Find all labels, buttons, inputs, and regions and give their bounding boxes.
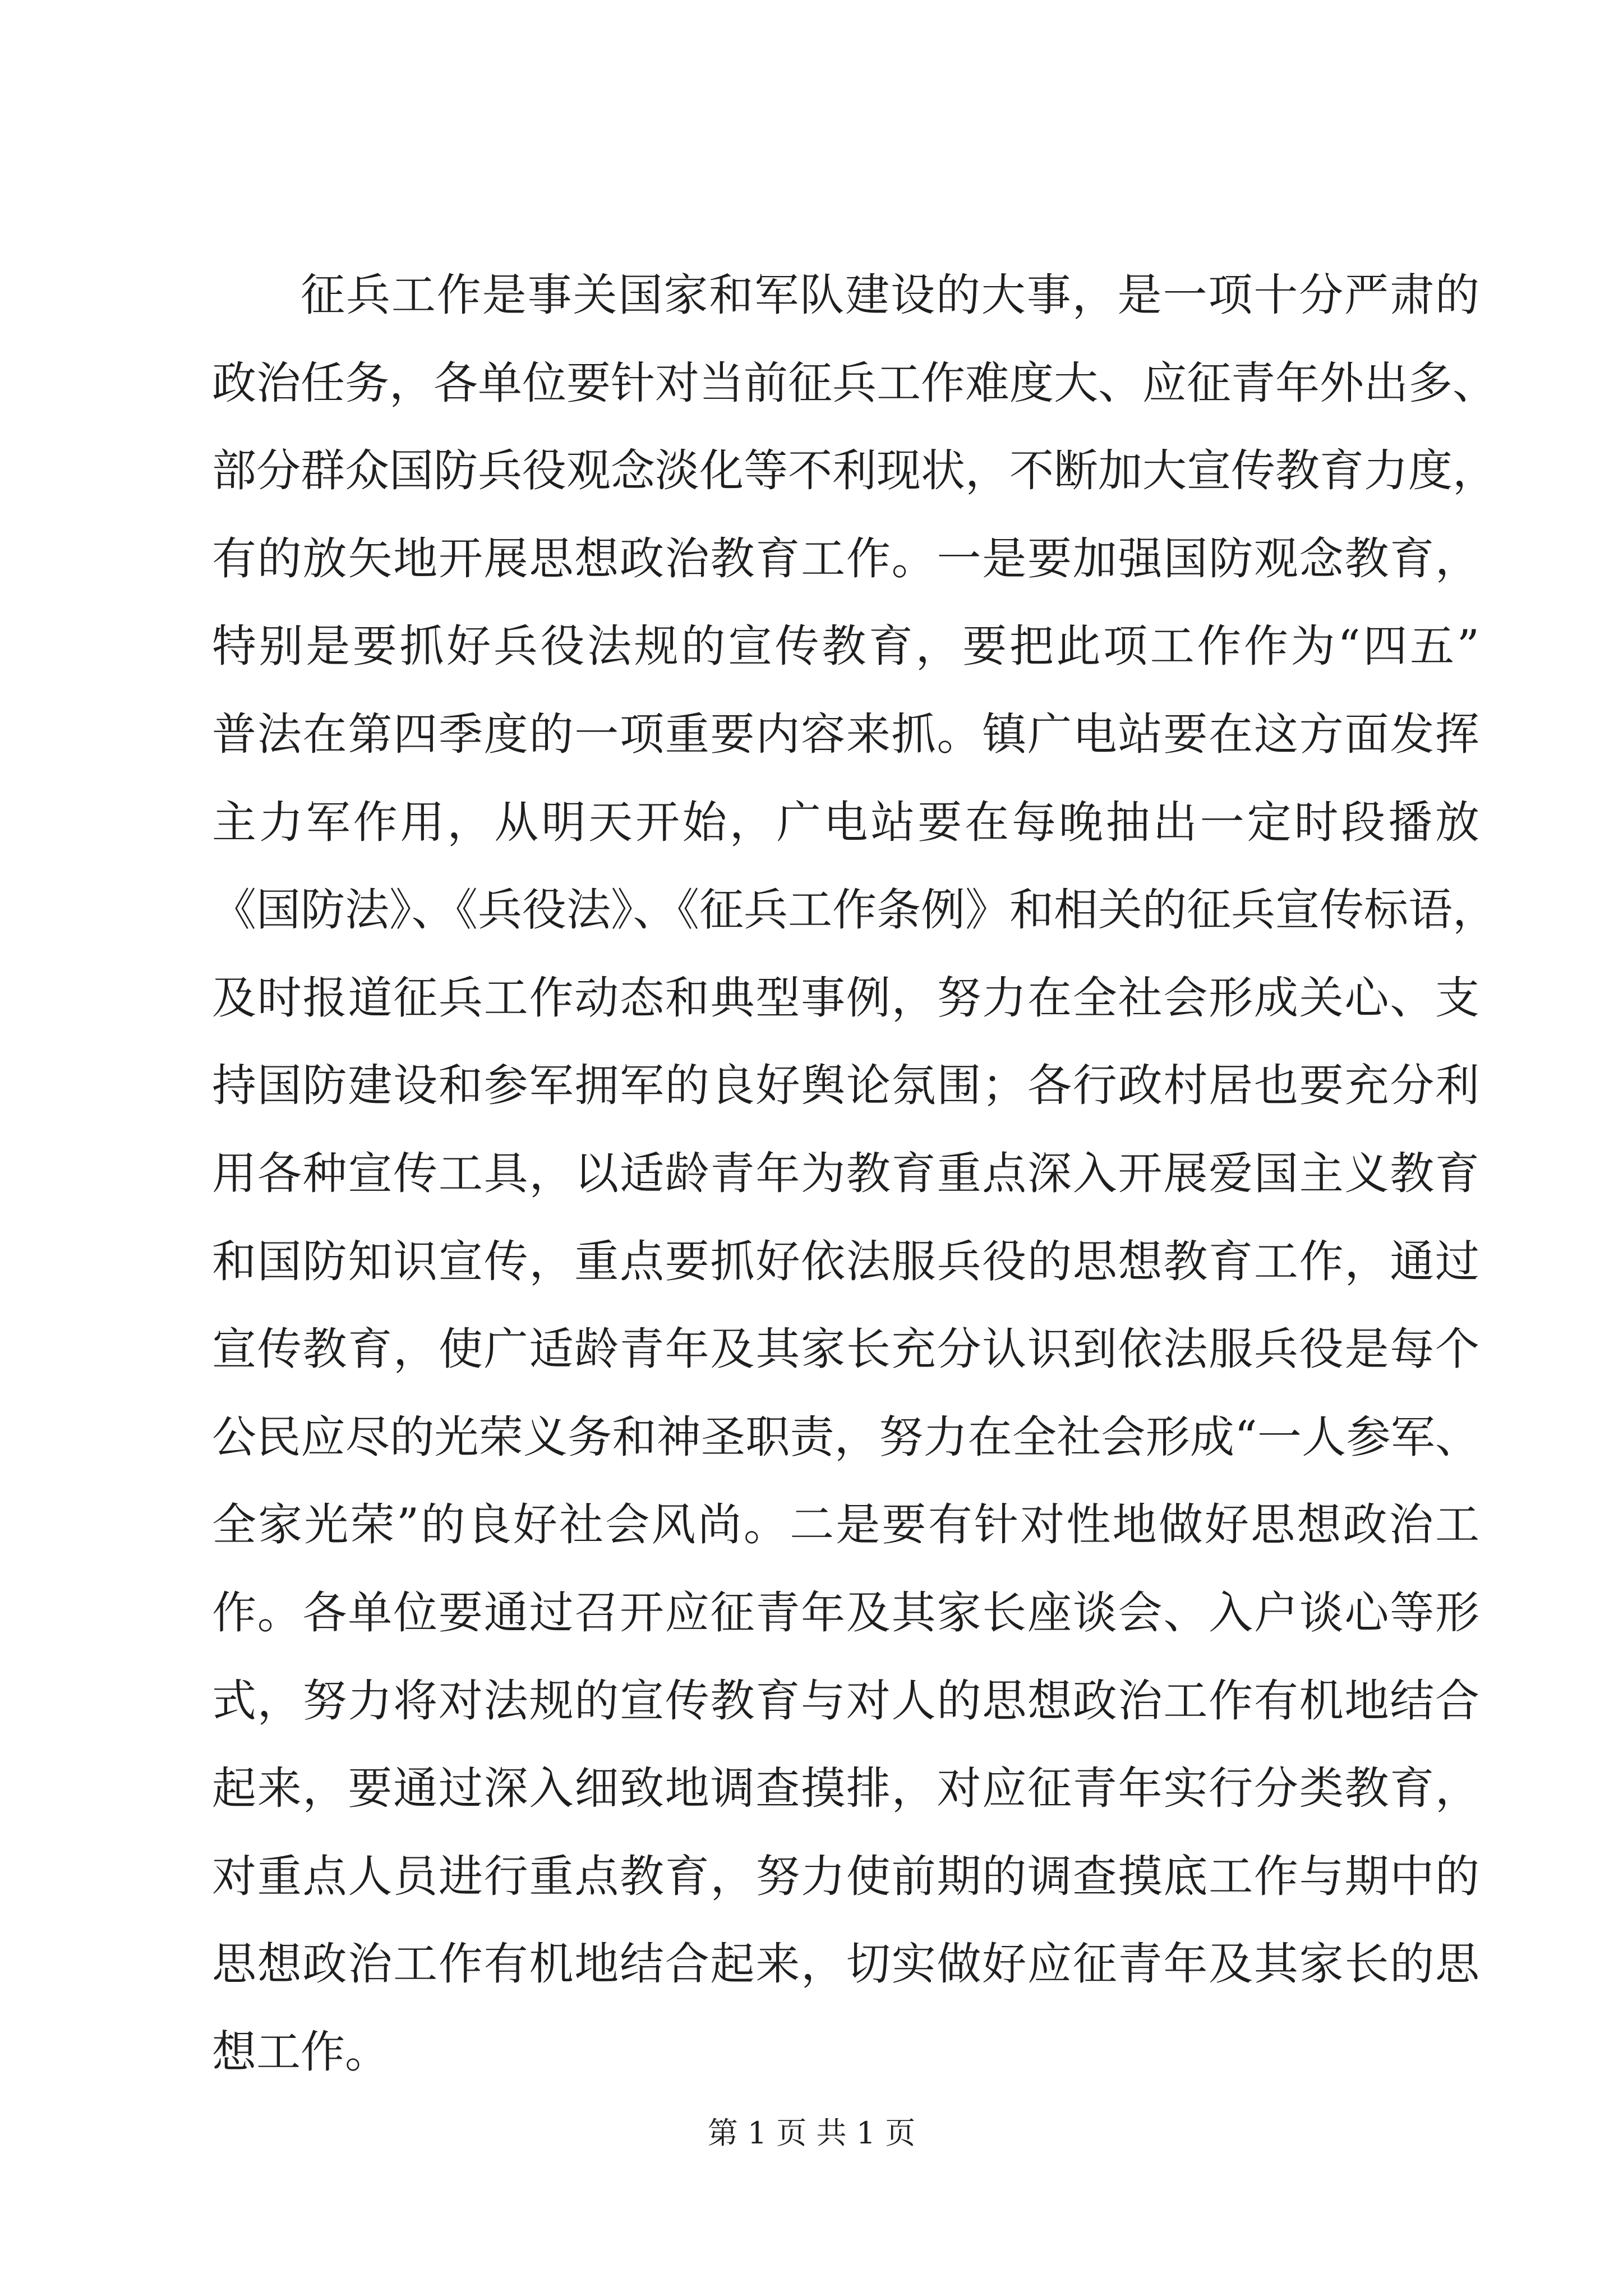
paragraph-line: 作。各单位要通过召开应征青年及其家长座谈会、入户谈心等形	[212, 1586, 1479, 1639]
paragraph-line: 对重点人员进行重点教育，努力使前期的调查摸底工作与期中的	[212, 1850, 1479, 1902]
paragraph-line: 公民应尽的光荣义务和神圣职责，努力在全社会形成“一人参军、	[212, 1411, 1479, 1463]
paragraph-line: 特别是要抓好兵役法规的宣传教育，要把此项工作作为“四五”	[212, 620, 1479, 673]
paragraph-line: 政治任务，各单位要针对当前征兵工作难度大、应征青年外出多、	[212, 357, 1497, 409]
paragraph-line: 征兵工作是事关国家和军队建设的大事，是一项十分严肃的	[301, 269, 1479, 321]
paragraph-line: 部分群众国防兵役观念淡化等不利现状，不断加大宣传教育力度，	[212, 445, 1497, 497]
page-number-footer: 第 1 页 共 1 页	[707, 2115, 916, 2151]
paragraph-line: 全家光荣”的良好社会风尚。二是要有针对性地做好思想政治工	[212, 1499, 1479, 1551]
paragraph-line: 起来，要通过深入细致地调查摸排，对应征青年实行分类教育，	[212, 1763, 1479, 1815]
paragraph-line: 式，努力将对法规的宣传教育与对人的思想政治工作有机地结合	[212, 1674, 1479, 1727]
paragraph-line: 和国防知识宣传，重点要抓好依法服兵役的思想教育工作，通过	[212, 1235, 1479, 1287]
paragraph-line: 及时报道征兵工作动态和典型事例，努力在全社会形成关心、支	[212, 972, 1479, 1024]
paragraph-line: 用各种宣传工具，以适龄青年为教育重点深入开展爱国主义教育	[212, 1147, 1479, 1199]
paragraph-line: 有的放矢地开展思想政治教育工作。一是要加强国防观念教育，	[212, 532, 1479, 585]
body-paragraph	[212, 251, 1497, 2096]
paragraph-line: 普法在第四季度的一项重要内容来抓。镇广电站要在这方面发挥	[212, 708, 1479, 760]
paragraph-line: 思想政治工作有机地结合起来，切实做好应征青年及其家长的思	[212, 1938, 1479, 1990]
paragraph-line: 《国防法》、《兵役法》、《征兵工作条例》和相关的征兵宣传标语，	[212, 884, 1497, 936]
paragraph-line: 持国防建设和参军拥军的良好舆论氛围；各行政村居也要充分利	[212, 1060, 1479, 1112]
paragraph-line: 宣传教育，使广适龄青年及其家长充分认识到依法服兵役是每个	[212, 1323, 1479, 1375]
paragraph-line: 想工作。	[212, 2026, 389, 2078]
paragraph-line: 主力军作用，从明天开始，广电站要在每晚抽出一定时段播放	[212, 796, 1479, 848]
